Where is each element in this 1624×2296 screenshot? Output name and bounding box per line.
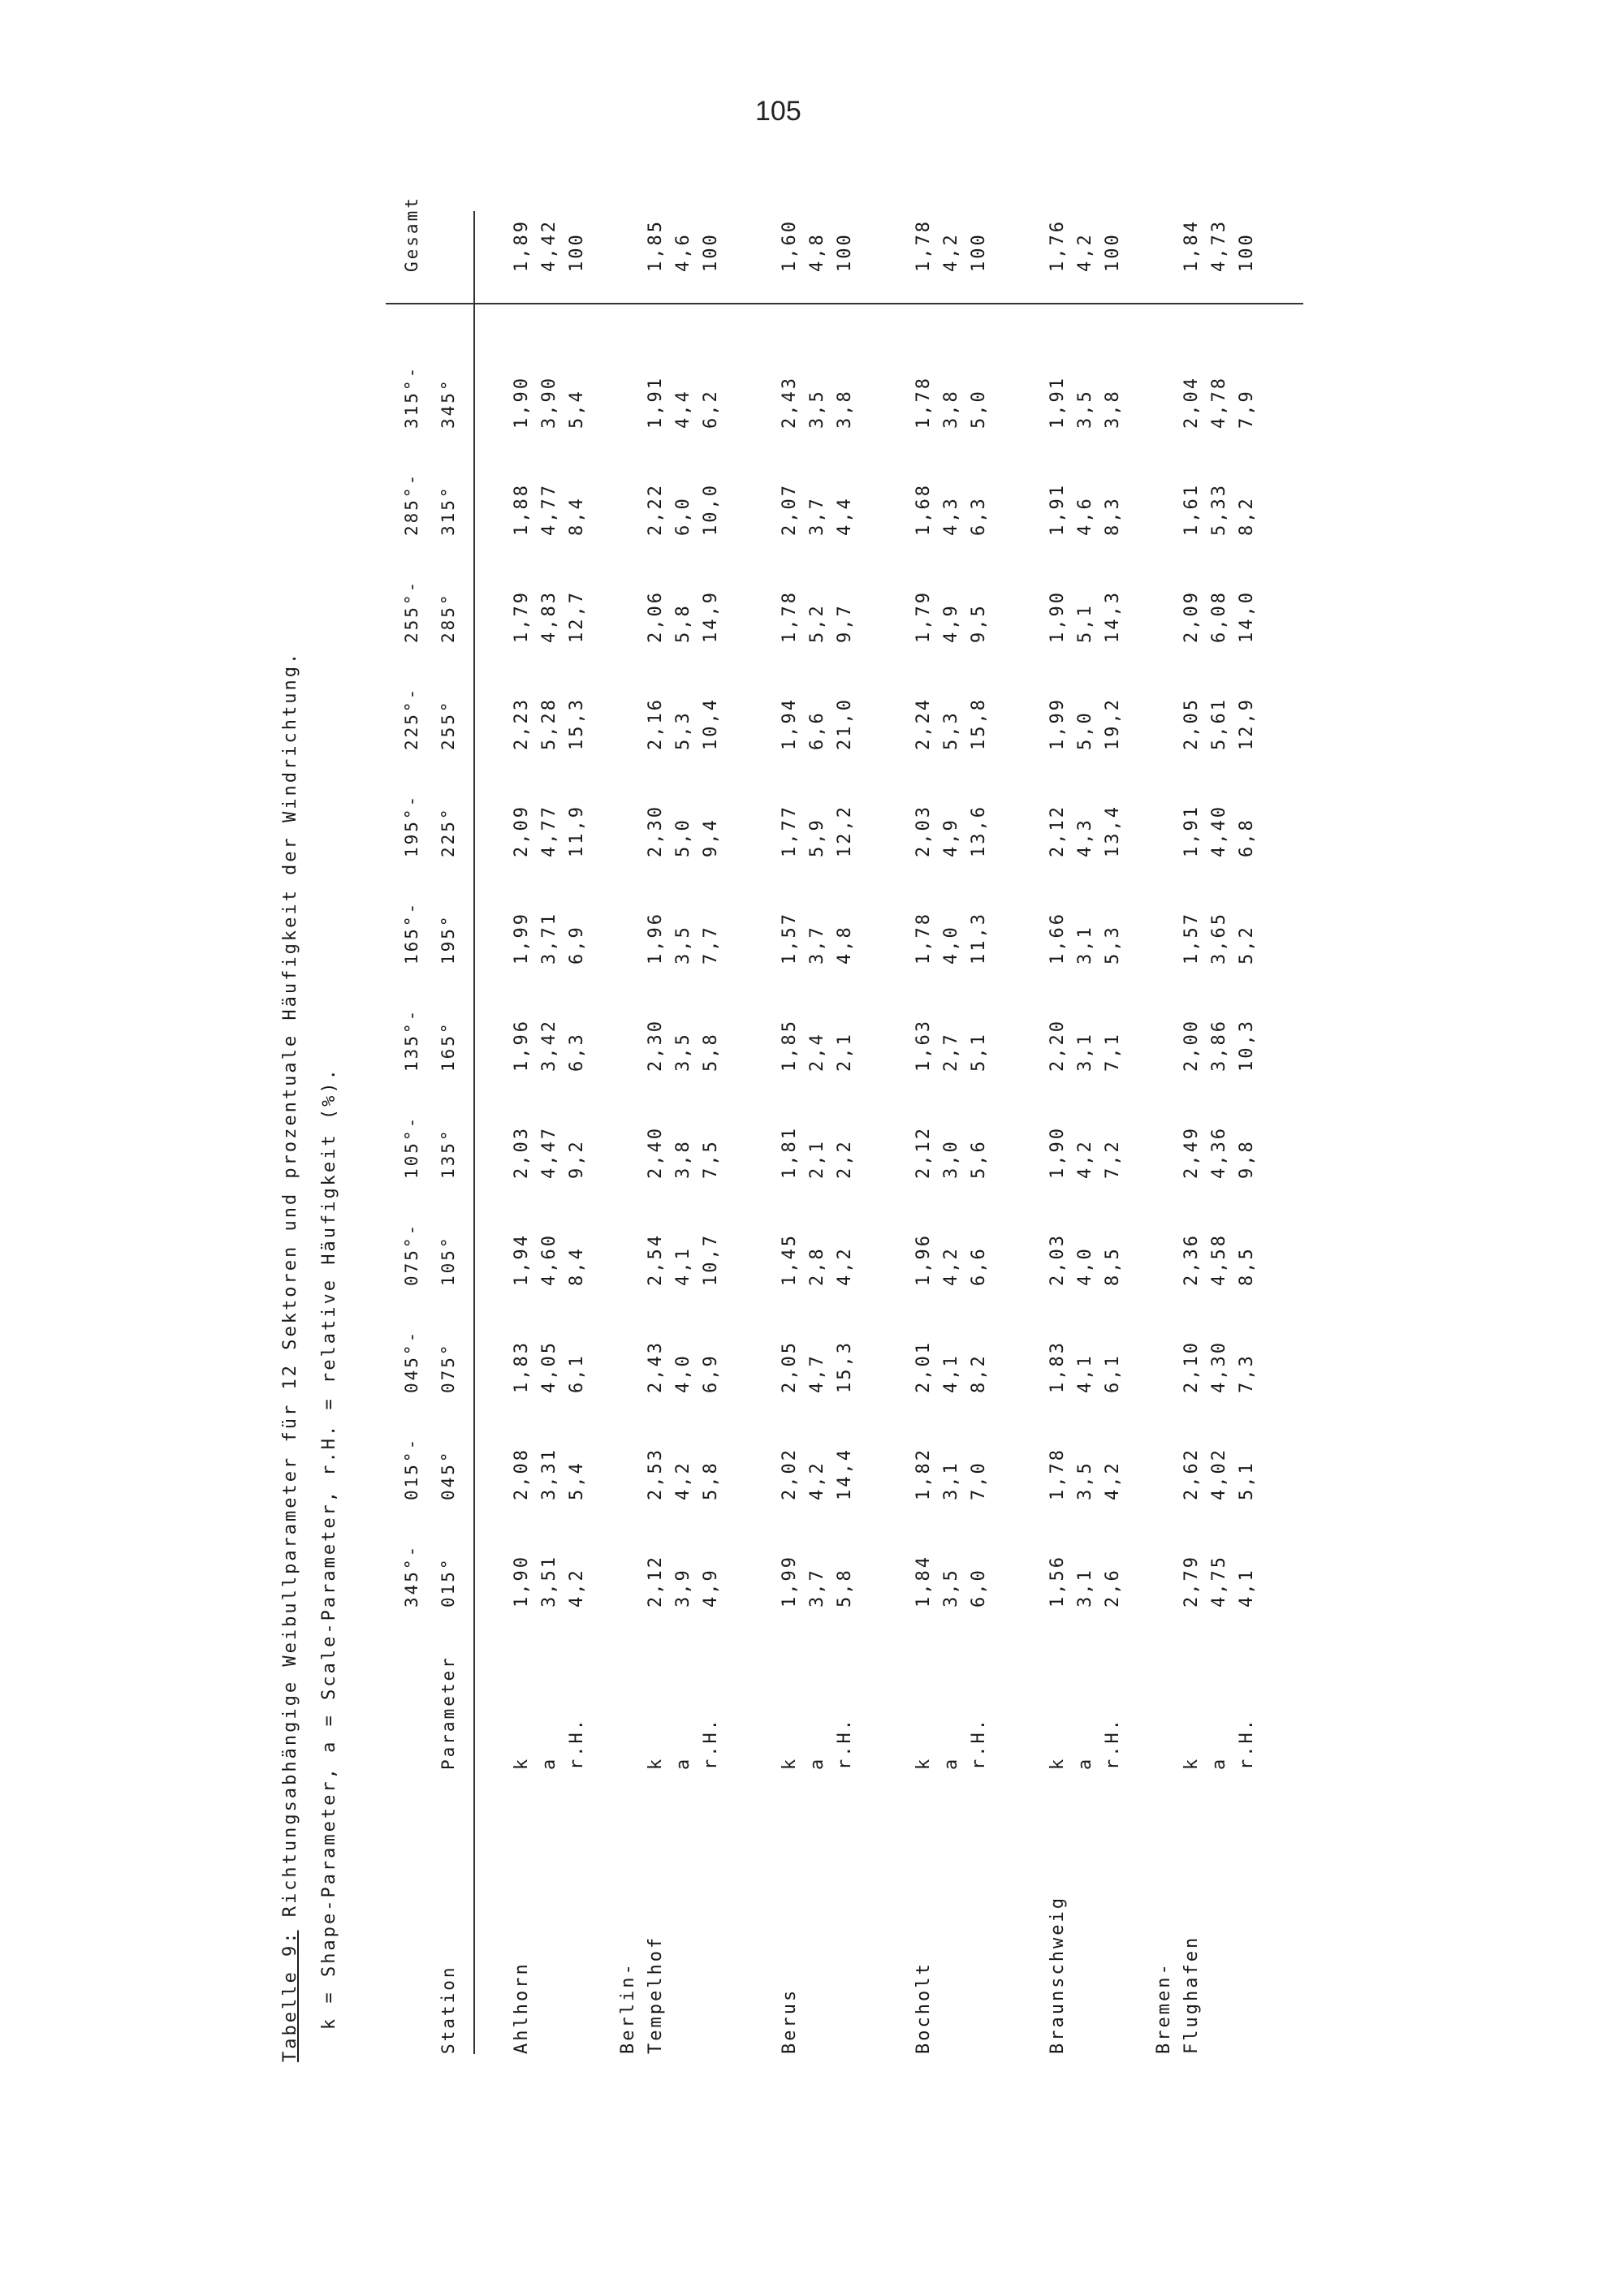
value-cell: 3,5 xyxy=(807,389,827,429)
value-cell: 2,16 xyxy=(646,697,666,750)
value-cell: 3,9 xyxy=(673,1568,693,1608)
value-cell: 1,79 xyxy=(914,590,934,643)
value-cell: 2,36 xyxy=(1181,1233,1202,1286)
value-cell: 1,96 xyxy=(646,912,666,965)
header-sector-from: 045°- xyxy=(402,1329,421,1393)
value-cell: 1,57 xyxy=(780,912,800,965)
value-cell: 2,30 xyxy=(646,1019,666,1072)
value-cell: 2,1 xyxy=(807,1139,827,1179)
total-cell: 4,73 xyxy=(1209,219,1229,272)
total-cell: 4,42 xyxy=(539,219,559,272)
value-cell: 6,6 xyxy=(807,710,827,750)
value-cell: 2,06 xyxy=(646,590,666,643)
value-cell: 4,0 xyxy=(673,1353,693,1393)
value-cell: 1,88 xyxy=(512,483,532,536)
parameter-label: k xyxy=(780,1756,800,1770)
value-cell: 3,1 xyxy=(1075,1568,1095,1608)
value-cell: 6,9 xyxy=(701,1353,721,1393)
value-cell: 2,30 xyxy=(646,805,666,857)
value-cell: 5,8 xyxy=(673,603,693,643)
header-sector-to: 315° xyxy=(438,485,458,536)
value-cell: 6,6 xyxy=(969,1246,989,1286)
value-cell: 4,05 xyxy=(539,1340,559,1393)
value-cell: 6,2 xyxy=(701,389,721,429)
value-cell: 4,77 xyxy=(539,805,559,857)
value-cell: 2,05 xyxy=(1181,697,1202,750)
value-cell: 1,68 xyxy=(914,483,934,536)
value-cell: 4,2 xyxy=(1103,1461,1123,1500)
value-cell: 4,3 xyxy=(941,496,961,536)
value-cell: 1,78 xyxy=(914,376,934,429)
value-cell: 2,04 xyxy=(1181,376,1202,429)
value-cell: 4,47 xyxy=(539,1126,559,1179)
value-cell: 9,2 xyxy=(567,1139,587,1179)
value-cell: 4,8 xyxy=(835,925,855,965)
value-cell: 2,43 xyxy=(646,1340,666,1393)
value-cell: 1,99 xyxy=(780,1555,800,1608)
value-cell: 2,79 xyxy=(1181,1555,1202,1608)
total-cell: 1,89 xyxy=(512,219,532,272)
value-cell: 4,83 xyxy=(539,590,559,643)
value-cell: 3,5 xyxy=(1075,1461,1095,1500)
parameter-label: r.H. xyxy=(1237,1717,1257,1770)
value-cell: 1,78 xyxy=(780,590,800,643)
value-cell: 7,0 xyxy=(969,1461,989,1500)
value-cell: 5,9 xyxy=(807,818,827,857)
value-cell: 2,12 xyxy=(1047,805,1068,857)
station-name: Bocholt xyxy=(914,1962,934,2054)
value-cell: 3,5 xyxy=(673,925,693,965)
value-cell: 2,02 xyxy=(780,1448,800,1500)
station-name: Flughafen xyxy=(1181,1935,1202,2054)
value-cell: 4,2 xyxy=(567,1568,587,1608)
value-cell: 1,83 xyxy=(512,1340,532,1393)
parameter-label: k xyxy=(512,1756,532,1770)
value-cell: 4,60 xyxy=(539,1233,559,1286)
parameter-label: a xyxy=(1075,1756,1095,1770)
header-sector-to: 075° xyxy=(438,1342,458,1393)
value-cell: 4,2 xyxy=(941,1246,961,1286)
value-cell: 6,8 xyxy=(1237,818,1257,857)
parameter-label: r.H. xyxy=(969,1717,989,1770)
header-sector-from: 195°- xyxy=(402,793,421,857)
header-sector-to: 195° xyxy=(438,913,458,965)
caption-label: Tabelle 9: xyxy=(280,1930,300,2062)
value-cell: 5,2 xyxy=(1237,925,1257,965)
value-cell: 2,22 xyxy=(646,483,666,536)
value-cell: 5,33 xyxy=(1209,483,1229,536)
value-cell: 1,61 xyxy=(1181,483,1202,536)
total-cell: 4,2 xyxy=(941,232,961,272)
header-sector-from: 015°- xyxy=(402,1436,421,1500)
value-cell: 1,63 xyxy=(914,1019,934,1072)
value-cell: 2,6 xyxy=(1103,1568,1123,1608)
caption-legend: k = Shape-Parameter, a = Scale-Parameter, r.H. = relative Häufigkeit (%). xyxy=(319,1067,339,2030)
total-column-rule xyxy=(386,303,1303,304)
value-cell: 5,0 xyxy=(1075,710,1095,750)
value-cell: 2,10 xyxy=(1181,1340,1202,1393)
value-cell: 7,9 xyxy=(1237,389,1257,429)
value-cell: 2,07 xyxy=(780,483,800,536)
value-cell: 1,91 xyxy=(1047,376,1068,429)
total-cell: 100 xyxy=(701,232,721,272)
value-cell: 4,78 xyxy=(1209,376,1229,429)
value-cell: 1,91 xyxy=(1047,483,1068,536)
total-cell: 4,2 xyxy=(1075,232,1095,272)
value-cell: 2,54 xyxy=(646,1233,666,1286)
value-cell: 5,3 xyxy=(673,710,693,750)
value-cell: 4,0 xyxy=(941,925,961,965)
table-caption xyxy=(280,651,300,2062)
value-cell: 1,90 xyxy=(1047,1126,1068,1179)
value-cell: 1,83 xyxy=(1047,1340,1068,1393)
value-cell: 3,5 xyxy=(673,1032,693,1072)
total-cell: 1,85 xyxy=(646,219,666,272)
value-cell: 5,4 xyxy=(567,389,587,429)
value-cell: 1,82 xyxy=(914,1448,934,1500)
value-cell: 2,03 xyxy=(512,1126,532,1179)
value-cell: 4,0 xyxy=(1075,1246,1095,1286)
header-sector-from: 225°- xyxy=(402,686,421,750)
value-cell: 9,4 xyxy=(701,818,721,857)
value-cell: 21,0 xyxy=(835,697,855,750)
value-cell: 11,9 xyxy=(567,805,587,857)
value-cell: 6,0 xyxy=(969,1568,989,1608)
value-cell: 6,9 xyxy=(567,925,587,965)
value-cell: 7,7 xyxy=(701,925,721,965)
value-cell: 7,3 xyxy=(1237,1353,1257,1393)
value-cell: 10,4 xyxy=(701,697,721,750)
header-sector-from: 345°- xyxy=(402,1543,421,1608)
value-cell: 10,3 xyxy=(1237,1019,1257,1072)
parameter-label: k xyxy=(646,1756,666,1770)
header-sector-to: 015° xyxy=(438,1556,458,1608)
value-cell: 13,6 xyxy=(969,805,989,857)
value-cell: 4,4 xyxy=(673,389,693,429)
value-cell: 4,2 xyxy=(835,1246,855,1286)
value-cell: 1,78 xyxy=(914,912,934,965)
header-sector-to: 345° xyxy=(438,378,458,429)
value-cell: 4,02 xyxy=(1209,1448,1229,1500)
parameter-label: r.H. xyxy=(835,1717,855,1770)
value-cell: 4,2 xyxy=(807,1461,827,1500)
value-cell: 8,2 xyxy=(1237,496,1257,536)
total-cell: 100 xyxy=(1237,232,1257,272)
value-cell: 8,3 xyxy=(1103,496,1123,536)
value-cell: 1,81 xyxy=(780,1126,800,1179)
value-cell: 3,71 xyxy=(539,912,559,965)
value-cell: 7,2 xyxy=(1103,1139,1123,1179)
parameter-label: a xyxy=(539,1756,559,1770)
value-cell: 4,6 xyxy=(1075,496,1095,536)
value-cell: 2,01 xyxy=(914,1340,934,1393)
value-cell: 4,2 xyxy=(673,1461,693,1500)
caption-text: Richtungsabhängige Weibullparameter für 12 Sektoren und prozentuale Häufigkeit der Windrichtung. xyxy=(280,650,300,1931)
parameter-label: r.H. xyxy=(567,1717,587,1770)
station-name: Berlin- xyxy=(618,1962,638,2054)
header-sector-to: 045° xyxy=(438,1449,458,1500)
value-cell: 4,58 xyxy=(1209,1233,1229,1286)
value-cell: 6,1 xyxy=(1103,1353,1123,1393)
value-cell: 5,2 xyxy=(807,603,827,643)
value-cell: 1,90 xyxy=(1047,590,1068,643)
parameter-label: a xyxy=(673,1756,693,1770)
value-cell: 14,3 xyxy=(1103,590,1123,643)
parameter-label: k xyxy=(914,1756,934,1770)
parameter-label: a xyxy=(807,1756,827,1770)
total-cell: 100 xyxy=(835,232,855,272)
total-cell: 100 xyxy=(1103,232,1123,272)
header-sector-from: 105°- xyxy=(402,1115,421,1179)
total-cell: 1,60 xyxy=(780,219,800,272)
value-cell: 15,8 xyxy=(969,697,989,750)
value-cell: 4,1 xyxy=(673,1246,693,1286)
value-cell: 4,9 xyxy=(941,818,961,857)
value-cell: 8,5 xyxy=(1103,1246,1123,1286)
value-cell: 8,4 xyxy=(567,1246,587,1286)
value-cell: 12,2 xyxy=(835,805,855,857)
value-cell: 7,5 xyxy=(701,1139,721,1179)
header-sector-from: 165°- xyxy=(402,900,421,965)
value-cell: 1,96 xyxy=(512,1019,532,1072)
total-cell: 1,84 xyxy=(1181,219,1202,272)
header-station: Station xyxy=(438,1965,458,2054)
value-cell: 3,90 xyxy=(539,376,559,429)
value-cell: 5,8 xyxy=(701,1461,721,1500)
value-cell: 3,7 xyxy=(807,496,827,536)
value-cell: 5,6 xyxy=(969,1139,989,1179)
value-cell: 2,53 xyxy=(646,1448,666,1500)
value-cell: 3,1 xyxy=(1075,1032,1095,1072)
value-cell: 5,3 xyxy=(941,710,961,750)
value-cell: 3,51 xyxy=(539,1555,559,1608)
total-cell: 1,78 xyxy=(914,219,934,272)
header-sector-from: 285°- xyxy=(402,472,421,536)
value-cell: 3,42 xyxy=(539,1019,559,1072)
value-cell: 2,03 xyxy=(914,805,934,857)
parameter-label: r.H. xyxy=(701,1717,721,1770)
value-cell: 5,1 xyxy=(1237,1461,1257,1500)
value-cell: 3,1 xyxy=(941,1461,961,1500)
value-cell: 2,08 xyxy=(512,1448,532,1500)
value-cell: 2,09 xyxy=(1181,590,1202,643)
value-cell: 5,0 xyxy=(969,389,989,429)
value-cell: 3,31 xyxy=(539,1448,559,1500)
value-cell: 10,0 xyxy=(701,483,721,536)
value-cell: 8,2 xyxy=(969,1353,989,1393)
value-cell: 7,1 xyxy=(1103,1032,1123,1072)
value-cell: 3,8 xyxy=(835,389,855,429)
value-cell: 4,4 xyxy=(835,496,855,536)
value-cell: 2,2 xyxy=(835,1139,855,1179)
value-cell: 1,57 xyxy=(1181,912,1202,965)
value-cell: 11,3 xyxy=(969,912,989,965)
value-cell: 9,5 xyxy=(969,603,989,643)
value-cell: 4,7 xyxy=(807,1353,827,1393)
value-cell: 4,2 xyxy=(1075,1139,1095,1179)
value-cell: 1,85 xyxy=(780,1019,800,1072)
value-cell: 8,4 xyxy=(567,496,587,536)
value-cell: 5,3 xyxy=(1103,925,1123,965)
value-cell: 5,61 xyxy=(1209,697,1229,750)
value-cell: 5,1 xyxy=(1075,603,1095,643)
header-sector-to: 165° xyxy=(438,1021,458,1072)
value-cell: 5,8 xyxy=(835,1568,855,1608)
value-cell: 13,4 xyxy=(1103,805,1123,857)
header-sector-from: 135°- xyxy=(402,1008,421,1072)
header-sector-from: 255°- xyxy=(402,579,421,643)
value-cell: 4,9 xyxy=(701,1568,721,1608)
value-cell: 2,09 xyxy=(512,805,532,857)
value-cell: 5,0 xyxy=(673,818,693,857)
value-cell: 3,7 xyxy=(807,925,827,965)
value-cell: 4,77 xyxy=(539,483,559,536)
value-cell: 1,45 xyxy=(780,1233,800,1286)
station-name: Tempelhof xyxy=(646,1935,666,2054)
parameter-label: k xyxy=(1181,1756,1202,1770)
header-sector-to: 105° xyxy=(438,1235,458,1286)
value-cell: 6,3 xyxy=(567,1032,587,1072)
value-cell: 19,2 xyxy=(1103,697,1123,750)
value-cell: 6,1 xyxy=(567,1353,587,1393)
header-sector-to: 225° xyxy=(438,806,458,857)
value-cell: 8,5 xyxy=(1237,1246,1257,1286)
value-cell: 2,23 xyxy=(512,697,532,750)
value-cell: 3,1 xyxy=(1075,925,1095,965)
value-cell: 3,8 xyxy=(673,1139,693,1179)
station-name: Ahlhorn xyxy=(512,1962,532,2054)
value-cell: 1,79 xyxy=(512,590,532,643)
value-cell: 2,1 xyxy=(835,1032,855,1072)
value-cell: 5,28 xyxy=(539,697,559,750)
value-cell: 4,1 xyxy=(941,1353,961,1393)
value-cell: 6,3 xyxy=(969,496,989,536)
value-cell: 2,20 xyxy=(1047,1019,1068,1072)
value-cell: 3,5 xyxy=(1075,389,1095,429)
total-cell: 4,6 xyxy=(673,232,693,272)
station-name: Berus xyxy=(780,1987,800,2054)
value-cell: 15,3 xyxy=(835,1340,855,1393)
value-cell: 2,00 xyxy=(1181,1019,1202,1072)
value-cell: 3,8 xyxy=(941,389,961,429)
value-cell: 12,7 xyxy=(567,590,587,643)
value-cell: 1,66 xyxy=(1047,912,1068,965)
station-name: Bremen- xyxy=(1154,1962,1174,2054)
value-cell: 4,1 xyxy=(1237,1568,1257,1608)
value-cell: 1,90 xyxy=(512,376,532,429)
header-total: Gesamt xyxy=(402,196,421,272)
parameter-label: k xyxy=(1047,1756,1068,1770)
value-cell: 2,12 xyxy=(646,1555,666,1608)
value-cell: 14,9 xyxy=(701,590,721,643)
value-cell: 2,03 xyxy=(1047,1233,1068,1286)
value-cell: 1,99 xyxy=(1047,697,1068,750)
value-cell: 1,96 xyxy=(914,1233,934,1286)
parameter-label: a xyxy=(941,1756,961,1770)
value-cell: 5,8 xyxy=(701,1032,721,1072)
value-cell: 3,5 xyxy=(941,1568,961,1608)
rotated-table-page xyxy=(280,195,1620,2062)
value-cell: 14,4 xyxy=(835,1448,855,1500)
value-cell: 2,49 xyxy=(1181,1126,1202,1179)
value-cell: 1,77 xyxy=(780,805,800,857)
value-cell: 1,94 xyxy=(780,697,800,750)
page-number: 105 xyxy=(755,96,801,127)
value-cell: 4,30 xyxy=(1209,1340,1229,1393)
value-cell: 2,40 xyxy=(646,1126,666,1179)
value-cell: 3,7 xyxy=(807,1568,827,1608)
value-cell: 3,0 xyxy=(941,1139,961,1179)
total-cell: 100 xyxy=(969,232,989,272)
parameter-label: a xyxy=(1209,1756,1229,1770)
header-sector-to: 285° xyxy=(438,592,458,643)
value-cell: 3,65 xyxy=(1209,912,1229,965)
total-cell: 4,8 xyxy=(807,232,827,272)
value-cell: 2,43 xyxy=(780,376,800,429)
parameter-label: r.H. xyxy=(1103,1717,1123,1770)
value-cell: 2,4 xyxy=(807,1032,827,1072)
value-cell: 1,90 xyxy=(512,1555,532,1608)
total-cell: 1,76 xyxy=(1047,219,1068,272)
value-cell: 4,1 xyxy=(1075,1353,1095,1393)
value-cell: 1,78 xyxy=(1047,1448,1068,1500)
header-parameter: Parameter xyxy=(438,1655,458,1770)
header-sector-to: 255° xyxy=(438,699,458,750)
value-cell: 12,9 xyxy=(1237,697,1257,750)
value-cell: 1,91 xyxy=(646,376,666,429)
value-cell: 4,3 xyxy=(1075,818,1095,857)
total-cell: 100 xyxy=(567,232,587,272)
header-sector-from: 315°- xyxy=(402,365,421,429)
value-cell: 1,99 xyxy=(512,912,532,965)
value-cell: 4,40 xyxy=(1209,805,1229,857)
value-cell: 9,7 xyxy=(835,603,855,643)
value-cell: 1,91 xyxy=(1181,805,1202,857)
value-cell: 15,3 xyxy=(567,697,587,750)
value-cell: 3,86 xyxy=(1209,1019,1229,1072)
value-cell: 10,7 xyxy=(701,1233,721,1286)
value-cell: 2,05 xyxy=(780,1340,800,1393)
value-cell: 2,62 xyxy=(1181,1448,1202,1500)
value-cell: 4,75 xyxy=(1209,1555,1229,1608)
header-sector-from: 075°- xyxy=(402,1222,421,1286)
value-cell: 2,7 xyxy=(941,1032,961,1072)
value-cell: 5,1 xyxy=(969,1032,989,1072)
value-cell: 5,4 xyxy=(567,1461,587,1500)
value-cell: 2,12 xyxy=(914,1126,934,1179)
value-cell: 1,56 xyxy=(1047,1555,1068,1608)
value-cell: 14,0 xyxy=(1237,590,1257,643)
value-cell: 6,0 xyxy=(673,496,693,536)
value-cell: 9,8 xyxy=(1237,1139,1257,1179)
value-cell: 2,24 xyxy=(914,697,934,750)
station-name: Braunschweig xyxy=(1047,1896,1068,2054)
value-cell: 2,8 xyxy=(807,1246,827,1286)
header-rule xyxy=(473,211,475,2054)
value-cell: 1,94 xyxy=(512,1233,532,1286)
value-cell: 3,8 xyxy=(1103,389,1123,429)
value-cell: 4,36 xyxy=(1209,1126,1229,1179)
value-cell: 6,08 xyxy=(1209,590,1229,643)
value-cell: 4,9 xyxy=(941,603,961,643)
value-cell: 1,84 xyxy=(914,1555,934,1608)
header-sector-to: 135° xyxy=(438,1128,458,1179)
